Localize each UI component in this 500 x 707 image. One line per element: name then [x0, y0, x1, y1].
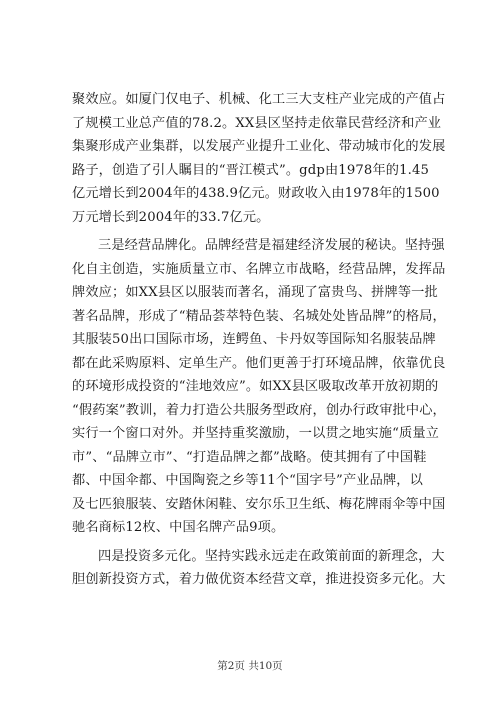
page-number-footer: 第2页 共10页: [217, 660, 283, 672]
text-line: 胆创新投资方式，着力做优资本经营文章，推进投资多元化。大: [72, 572, 446, 587]
text-line: 著名品牌，形成了“精品荟萃特色装、名城处处皆品牌”的格局，: [72, 308, 446, 324]
paragraph: [72, 545, 446, 592]
text-line: 驰名商标12枚、中国名牌产品9项。: [72, 520, 285, 535]
text-line: 路子，创造了引人瞩目的“晋江模式”。gdp由1978年的1.45: [72, 162, 430, 178]
paragraph: [72, 234, 446, 540]
text-line: 牌效应；如XX县区以服装而著名，涌现了富贵鸟、拼牌等一批: [72, 285, 438, 300]
text-line: 三是经营品牌化。品牌经营是福建经济发展的秘诀。坚持强: [98, 238, 445, 253]
paragraph: [72, 88, 446, 229]
text-line: 化自主创造，实施质量立市、名牌立市战略，经营品牌，发挥品: [72, 261, 446, 277]
text-line: 实行一个窗口对外。并坚持重奖激励，一以贯之地实施“质量立: [72, 426, 440, 441]
text-line: 其服装50出口国际市场，连鳄鱼、卡丹奴等国际知名服装品牌: [72, 332, 436, 347]
text-line: 集聚形成产业集群，以发展产业提升工业化、带动城市化的发展: [72, 139, 446, 154]
text-line: 四是投资多元化。坚持实践永远走在政策前面的新理念，大: [98, 548, 445, 564]
text-line: 万元增长到2004年的33.7亿元。: [72, 209, 270, 225]
document-body: [72, 88, 446, 592]
text-line: 了规模工业总产值的78.2。XX县区坚持走依靠民营经济和产业: [72, 115, 442, 131]
text-line: 的环境形成投资的“洼地效应”。如XX县区吸取改革开放初期的: [72, 379, 439, 394]
text-line: 都、中国伞都、中国陶瓷之乡等11个“国字号”产业品牌，以: [72, 473, 423, 488]
text-line: 亿元增长到2004年的438.9亿元。财政收入由1978年的1500: [72, 186, 440, 201]
text-line: “假药案”教训，着力打造公共服务型政府，创办行政审批中心，: [72, 402, 446, 418]
text-line: 市”、“品牌立市”、“打造品牌之都”战略。使其拥有了中国鞋: [72, 449, 427, 465]
text-line: 聚效应。如厦门仅电子、机械、化工三大支柱产业完成的产值占: [72, 92, 446, 107]
text-line: 都在此采购原料、定单生产。他们更善于打环境品牌，依靠优良: [72, 355, 446, 371]
text-line: 及七匹狼服装、安踏休闲鞋、安尔乐卫生纸、梅花牌雨伞等中国: [72, 496, 446, 512]
